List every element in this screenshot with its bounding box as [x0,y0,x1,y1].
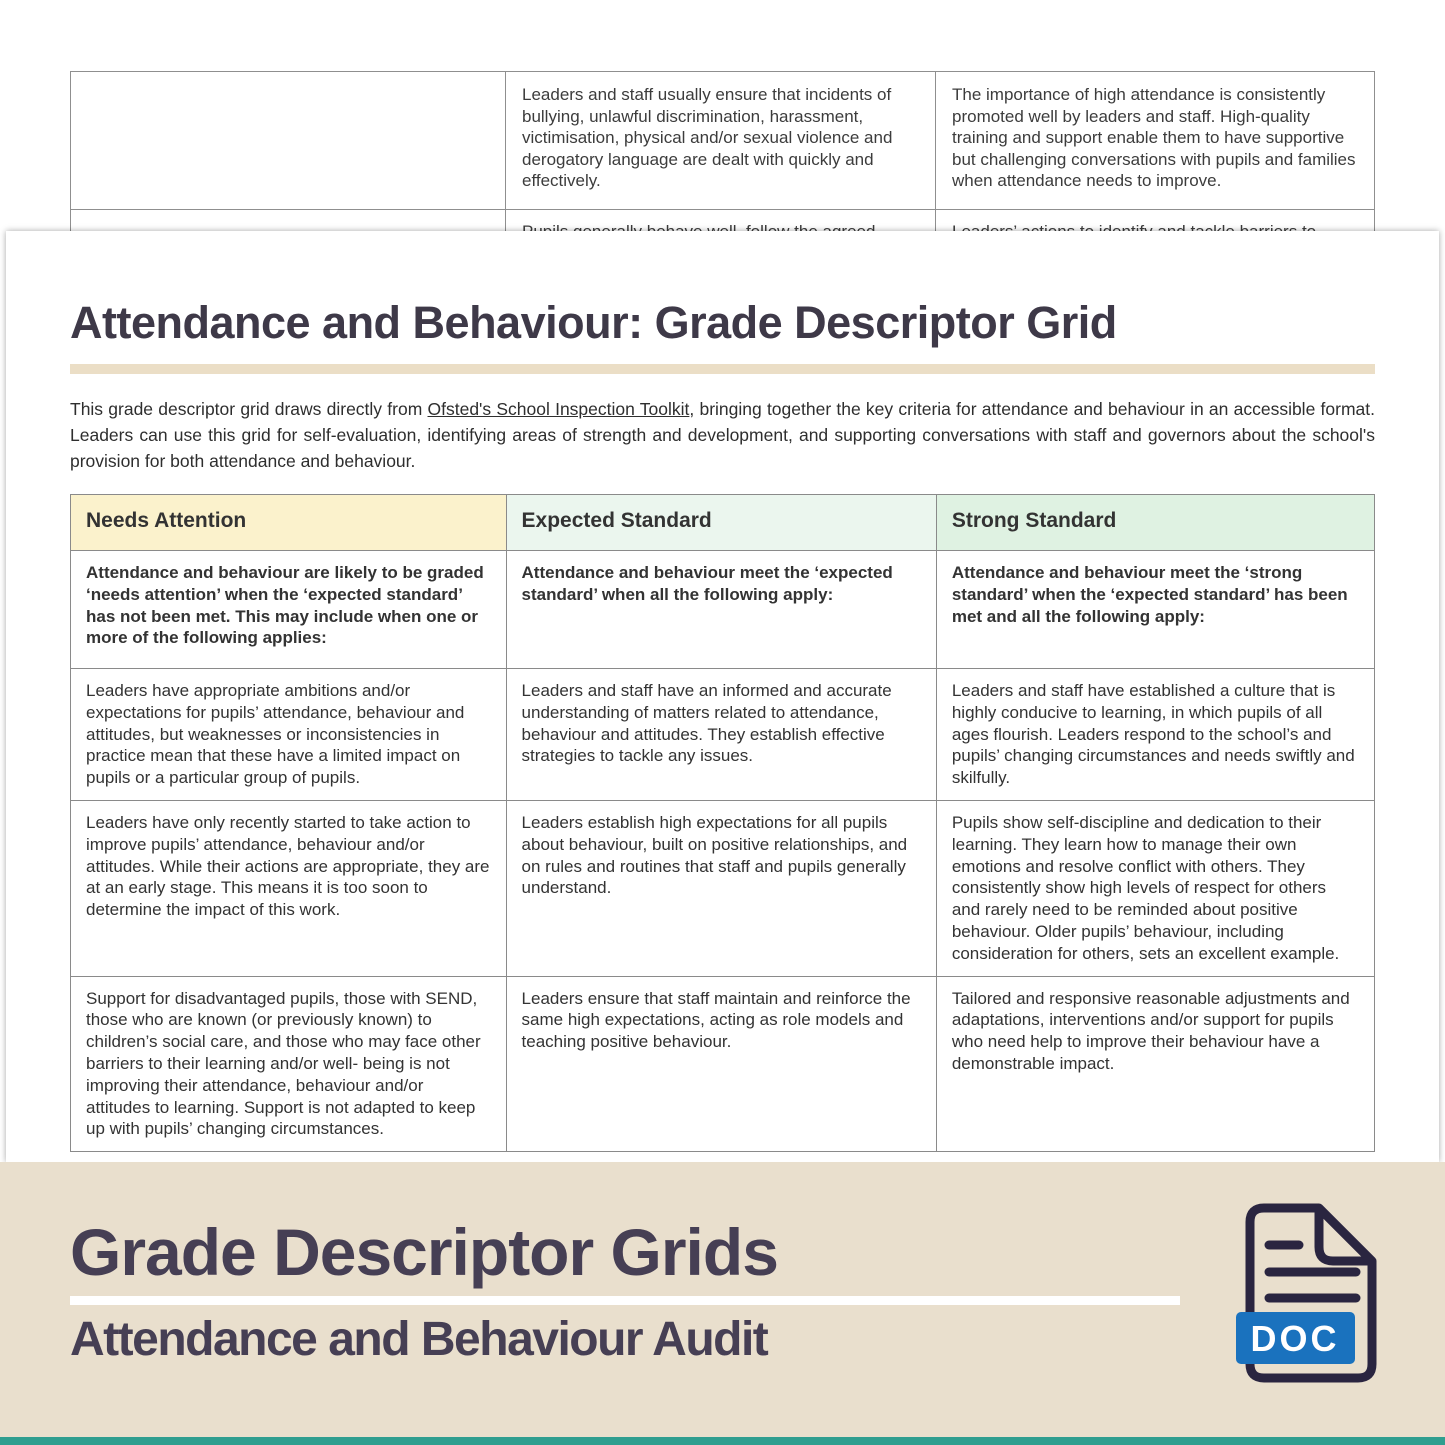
table-cell [71,210,505,221]
table-cell: Leaders and staff have an informed and accurate understanding of matters related to attendance, behaviour and attitudes. They establish effective strategies to tackle any issues. [506,669,936,801]
intro-text-before-link: This grade descriptor grid draws directly from [70,399,428,419]
top-table-attendance-column [935,71,1375,244]
banner-subtitle: Attendance and Behaviour Audit [70,1313,768,1366]
table-cell: Leaders have appropriate ambitions and/or expectations for pupils’ attendance, behaviour and attitudes, but weaknesses or inconsistencies in practice mean that these have a limited impact on pupils or a particular group of pupils. [71,669,507,801]
table-cell: Leaders have only recently started to take action to improve pupils’ attendance, behaviour and/or attitudes. While their actions are appropriate, they are at an early stage. This means it is too soon to determine the impact of this work. [71,800,507,976]
table-cell: Tailored and responsive reasonable adjustments and adaptations, interventions and/or support for pupils who need help to improve their behaviour have a demonstrable impact. [936,976,1374,1152]
intro-text-after-link: , bringing together the key criteria for attendance and behaviour in an accessible format. Leaders can use this grid for self-evaluation, identifying areas of strength and development, and supporting conversations with staff and governors about the school's provision for both attendance and behaviour. [70,399,1375,471]
table-cell: Support for disadvantaged pupils, those with SEND, those who are known (or previously known) to children’s social care, and those who may face other barriers to their learning and/or well- being is not improving their attendance, behaviour and/or attitudes to learning. Support is not adapted to keep up with pupils’ changing circumstances. [71,976,507,1152]
header-needs-attention: Needs Attention [71,495,507,551]
bottom-accent-bar [0,1437,1445,1445]
ofsted-toolkit-link[interactable]: Ofsted's School Inspection Toolkit [427,399,690,419]
table-cell: Leaders ensure that staff maintain and reinforce the same high expectations, acting as role models and teaching positive behaviour. [506,976,936,1152]
table-cell [71,72,505,210]
table-cell: Attendance and behaviour meet the ‘strong standard’ when the ‘expected standard’ has been met and all the following apply: [936,551,1374,669]
top-table-empty-column [70,71,506,244]
doc-file-icon [1235,1204,1383,1384]
table-cell: Attendance and behaviour meet the ‘expected standard’ when all the following apply: [506,551,936,669]
page-title: Attendance and Behaviour: Grade Descriptor Grid [70,297,1117,348]
table-cell: Pupils show self-discipline and dedication to their learning. They learn how to manage their own emotions and resolve conflict with others. They consistently show high levels of respect for others and rarely need to be reminded about positive behaviour. Older pupils’ behaviour, including consideration for others, sets an excellent example. [936,800,1374,976]
table-cell: Leaders and staff usually ensure that incidents of bullying, unlawful discrimination, harassment, victimisation, physical and/or sexual violence and derogatory language are dealt with quickly and effectively. [506,72,935,210]
grade-descriptor-grid [70,494,1375,1152]
table-cell: Leaders establish high expectations for all pupils about behaviour, built on positive relationships, and on rules and routines that staff and pupils generally understand. [506,800,936,976]
table-row [71,800,1375,976]
table-row [71,551,1375,669]
title-underline-divider [70,364,1375,374]
header-strong-standard: Strong Standard [936,495,1374,551]
top-table-behaviour-column [505,71,936,244]
table-cell: Attendance and behaviour are likely to be graded ‘needs attention’ when the ‘expected standard’ has not been met. This may include when one or more of the following applies: [71,551,507,669]
table-row [71,669,1375,801]
banner-title: Grade Descriptor Grids [70,1215,778,1289]
top-partial-page [0,0,1445,231]
header-expected-standard: Expected Standard [506,495,936,551]
banner-divider [70,1296,1180,1305]
document-page [6,231,1439,1162]
grid-header-row [71,495,1375,551]
intro-paragraph [70,396,1375,474]
doc-badge-label: DOC [1250,1318,1340,1359]
top-partial-table [70,71,1375,244]
table-cell: The importance of high attendance is consistently promoted well by leaders and staff. High-quality training and support enable them to have supportive but challenging conversations with pupils and families when attendance needs to improve. [936,72,1374,210]
table-row [71,976,1375,1152]
cover-banner [0,1162,1445,1437]
table-cell: Leaders and staff have established a culture that is highly conducive to learning, in which pupils of all ages flourish. Leaders respond to the school’s and pupils’ changing circumstances and needs swiftly and skilfully. [936,669,1374,801]
